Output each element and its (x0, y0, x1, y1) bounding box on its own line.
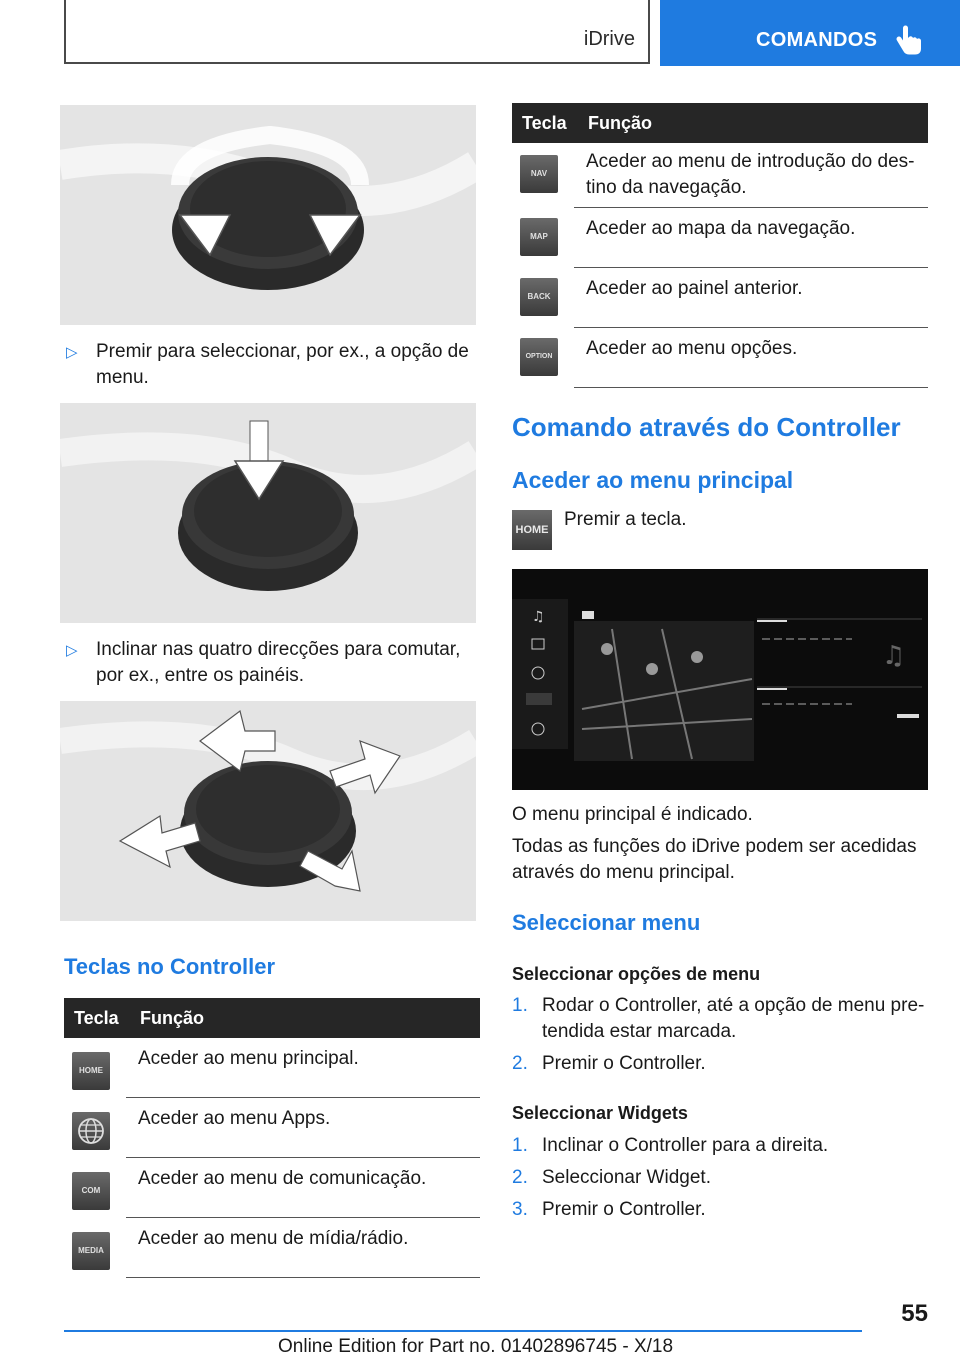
main-menu-screenshot (512, 569, 928, 790)
header-section: iDrive (583, 28, 635, 50)
table-header: Tecla Função (512, 103, 928, 143)
table-row: NAV Aceder ao menu de introdução do des- tino da navegação. (512, 143, 928, 208)
header-divider (648, 0, 650, 64)
chapter-title: COMANDOS (756, 29, 878, 51)
all-functions-text: Todas as funções do iDrive podem ser acedidas através do menu principal. (512, 836, 917, 883)
controller-press-image (60, 105, 476, 325)
svg-text:♫: ♫ (882, 641, 906, 671)
section-title-controller-keys: Teclas no Controller (64, 954, 276, 979)
subsection-main-menu: Aceder ao menu principal (512, 467, 794, 493)
table-row: MAP Aceder ao mapa da navegação. (512, 208, 928, 268)
bullet-triangle-icon: ▷ (66, 344, 78, 361)
table-row: OPTION Aceder ao menu opções. (512, 328, 928, 388)
home-key-icon: HOME (512, 510, 552, 550)
bullet-triangle-icon: ▷ (66, 642, 78, 659)
subsection-select-menu: Seleccionar menu (512, 910, 701, 935)
apps-globe-icon (72, 1112, 110, 1150)
table-row: HOME Aceder ao menu principal. (64, 1038, 480, 1098)
controller-directions-image (60, 701, 476, 921)
heading-select-widgets: Seleccionar Widgets (512, 1103, 688, 1123)
table-row: BACK Aceder ao painel anterior. (512, 268, 928, 328)
navigation-keys-table (512, 103, 928, 388)
com-key-icon: COM (72, 1172, 110, 1210)
nav-key-icon: NAV (520, 155, 558, 193)
section-title-controller-operation: Comando através do Controller (512, 412, 901, 442)
menu-shown-text: O menu principal é indicado. (512, 804, 753, 825)
option-key-icon: OPTION (520, 338, 558, 376)
media-key-icon: MEDIA (72, 1232, 110, 1270)
svg-text:♫: ♫ (532, 609, 545, 625)
header-bottom-rule (64, 62, 650, 64)
page-number: 55 (901, 1300, 928, 1327)
controller-tilt-image (60, 403, 476, 623)
home-key-icon: HOME (72, 1052, 110, 1090)
table-row: MEDIA Aceder ao menu de mídia/rádio. (64, 1218, 480, 1278)
footer-edition: Online Edition for Part no. 01402896745 - X/18 (278, 1336, 674, 1357)
press-key-text: Premir a tecla. (564, 509, 687, 530)
map-key-icon: MAP (520, 218, 558, 256)
chapter-tab (660, 0, 960, 66)
footer-rule (64, 1330, 862, 1332)
back-key-icon: BACK (520, 278, 558, 316)
hand-pointer-icon (893, 24, 923, 56)
header-left-rule (64, 0, 66, 64)
table-row: COM Aceder ao menu de comunicação. (64, 1158, 480, 1218)
controller-keys-table (64, 998, 480, 1278)
heading-select-options: Seleccionar opções de menu (512, 964, 761, 984)
table-header: Tecla Função (64, 998, 480, 1038)
table-row: Aceder ao menu Apps. (64, 1098, 480, 1158)
